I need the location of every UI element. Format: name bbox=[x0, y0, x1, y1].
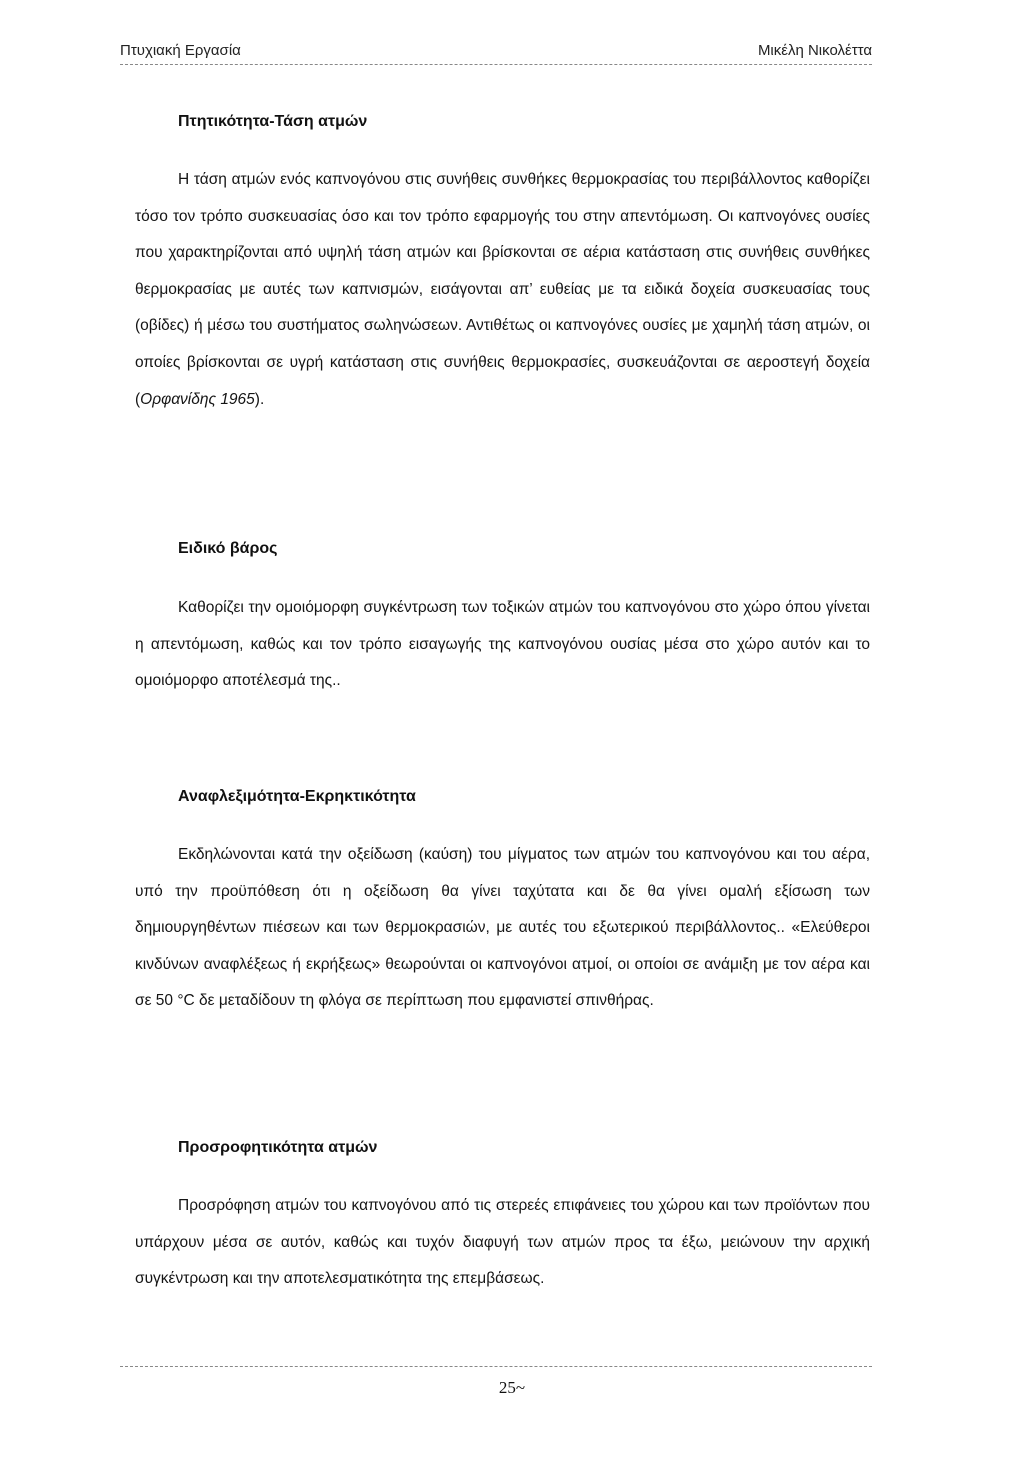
section-paragraph-volatility bbox=[135, 162, 870, 418]
section-paragraph-specific-gravity: Καθορίζει την ομοιόμορφη συγκέντρωση των τοξικών ατμών του καπνογόνου στο χώρο όπου γίνεται η απεντόμωση, καθώς και τον τρόπο εισαγωγής της καπνογόνου ουσίας μέσα στο χώρο αυτόν και το ομοιόμορφο αποτέλεσμά της.. bbox=[135, 599, 870, 690]
section-paragraph-flammability: Εκδηλώνονται κατά την οξείδωση (καύση) του μίγματος των ατμών του καπνογόνου και του αέρα, υπό την προϋπόθεση ότι η οξείδωση θα γίνει ταχύτατα και δε θα γίνει ομαλή εξίσωση των δημιουργηθέντων πιέσεων και των θερμοκρασιών, με αυτές του εξωτερικού περιβάλλοντος.. «Ελεύθεροι κινδύνων αναφλέξεως ή εκρήξεως» θεωρούνται οι καπνογόνοι ατμοί, οι οποίοι σε ανάμιξη με τον αέρα και σε 50 °C δε μεταδίδουν τη φλόγα σε περίπτωση που εμφανιστεί σπινθήρας. bbox=[135, 846, 870, 1010]
section-heading-flammability: Αναφλεξιμότητα-Εκρηκτικότητα bbox=[178, 788, 416, 805]
section-paragraph-adsorption: Προσρόφηση ατμών του καπνογόνου από τις στερεές επιφάνειες του χώρου και των προϊόντων που υπάρχουν μέσα σε αυτόν, καθώς και τυχόν διαφυγή των ατμών προς τα έξω, μειώνουν την αρχική συγκέντρωση και την αποτελεσματικότητα της επεμβάσεως. bbox=[135, 1197, 870, 1288]
paragraph-text: Η τάση ατμών ενός καπνογόνου στις συνήθεις συνθήκες θερμοκρασίας του περιβάλλοντος καθορίζει τόσο τον τρόπο συσκευασίας όσο και τον τρόπο εφαρμογής του στην απεντόμωση. Οι καπνογόνες ουσίες που χαρακτηρίζονται από υψηλή τάση ατμών και βρίσκονται σε αέρια κατάσταση στις συνήθεις συνθήκες θερμοκρασίας με αυτές των καπνισμών, εισάγονται απ’ ευθείας με τα ειδικά δοχεία συσκευασίας τους (οβίδες) ή μέσω του συστήματος σωληνώσεων. Αντιθέτως οι καπνογόνες ουσίες με χαμηλή τάση ατμών, οι οποίες βρίσκονται σε υγρή κατάσταση στις συνήθεις θερμοκρασίες, συσκευάζονται σε αεροστεγή δοχεία ( bbox=[135, 171, 870, 408]
page-number: 25~ bbox=[498, 1378, 526, 1397]
section-heading-volatility: Πτητικότητα-Τάση ατμών bbox=[178, 113, 368, 130]
page-header bbox=[120, 42, 872, 68]
header-rule bbox=[120, 64, 872, 65]
section-heading-specific-gravity: Ειδικό βάρος bbox=[178, 540, 278, 557]
citation: Ορφανίδης 1965 bbox=[140, 390, 255, 408]
header-author: Μικέλη Νικολέττα bbox=[757, 42, 872, 59]
footer-rule bbox=[120, 1366, 872, 1367]
section-heading-adsorption: Προσροφητικότητα ατμών bbox=[178, 1139, 378, 1156]
header-document-type: Πτυχιακή Εργασία bbox=[120, 42, 241, 59]
paragraph-text-end: ). bbox=[254, 390, 265, 408]
